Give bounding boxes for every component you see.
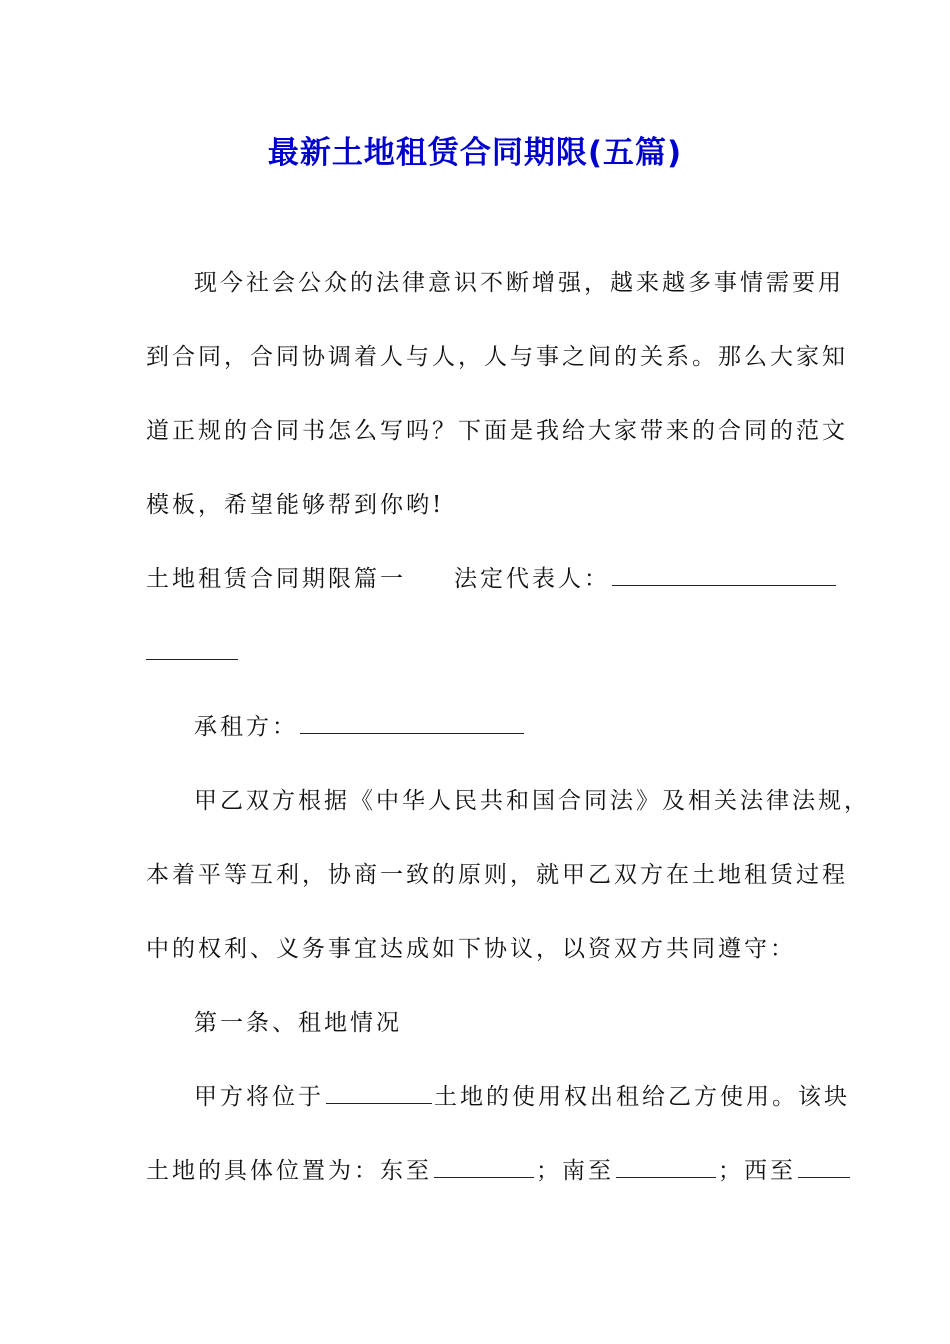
intro-line-1: 现今社会公众的法律意识不断增强，越来越多事情需要用 [194,270,844,296]
boundary-south-label: ；南至 [536,1158,614,1184]
intro-line-2: 到合同，合同协调着人与人，人与事之间的关系。那么大家知 [146,344,848,370]
intro-line-4: 模板，希望能够帮到你哟! [146,492,445,518]
legal-rep-blank-continued-line [146,636,240,670]
legal-rep-label: 法定代表人： [454,566,610,592]
intro-line-3: 道正规的合同书怎么写吗？下面是我给大家带来的合同的范文 [146,418,848,444]
article1-text-a: 甲方将位于 [194,1084,324,1110]
legal-rep-blank-continued [146,639,238,660]
lessee-line [194,710,526,744]
section-heading: 土地租赁合同期限篇一 [146,566,406,592]
document-title: 最新土地租赁合同期限(五篇) [267,135,683,171]
location-blank [326,1083,432,1104]
article1-heading: 第一条、租地情况 [194,1010,402,1036]
article1-line-2 [146,1154,852,1188]
agreement-line-1: 甲乙双方根据《中华人民共和国合同法》及相关法律法规， [194,788,870,814]
agreement-line-3: 中的权利、义务事宜达成如下协议，以资双方共同遵守： [146,936,796,962]
west-blank [798,1157,850,1178]
article1-text-b: 土地的使用权出租给乙方使用。该块 [434,1084,850,1110]
lessee-blank [300,713,524,734]
article1-line-1 [194,1080,850,1114]
east-blank [434,1157,534,1178]
legal-rep-blank [612,565,836,586]
south-blank [616,1157,716,1178]
lessee-label: 承租方： [194,714,298,740]
boundary-west-label: ；西至 [718,1158,796,1184]
section-heading-line [146,562,838,596]
agreement-line-2: 本着平等互利，协商一致的原则，就甲乙双方在土地租赁过程 [146,862,848,888]
boundary-east-label: 土地的具体位置为：东至 [146,1158,432,1184]
